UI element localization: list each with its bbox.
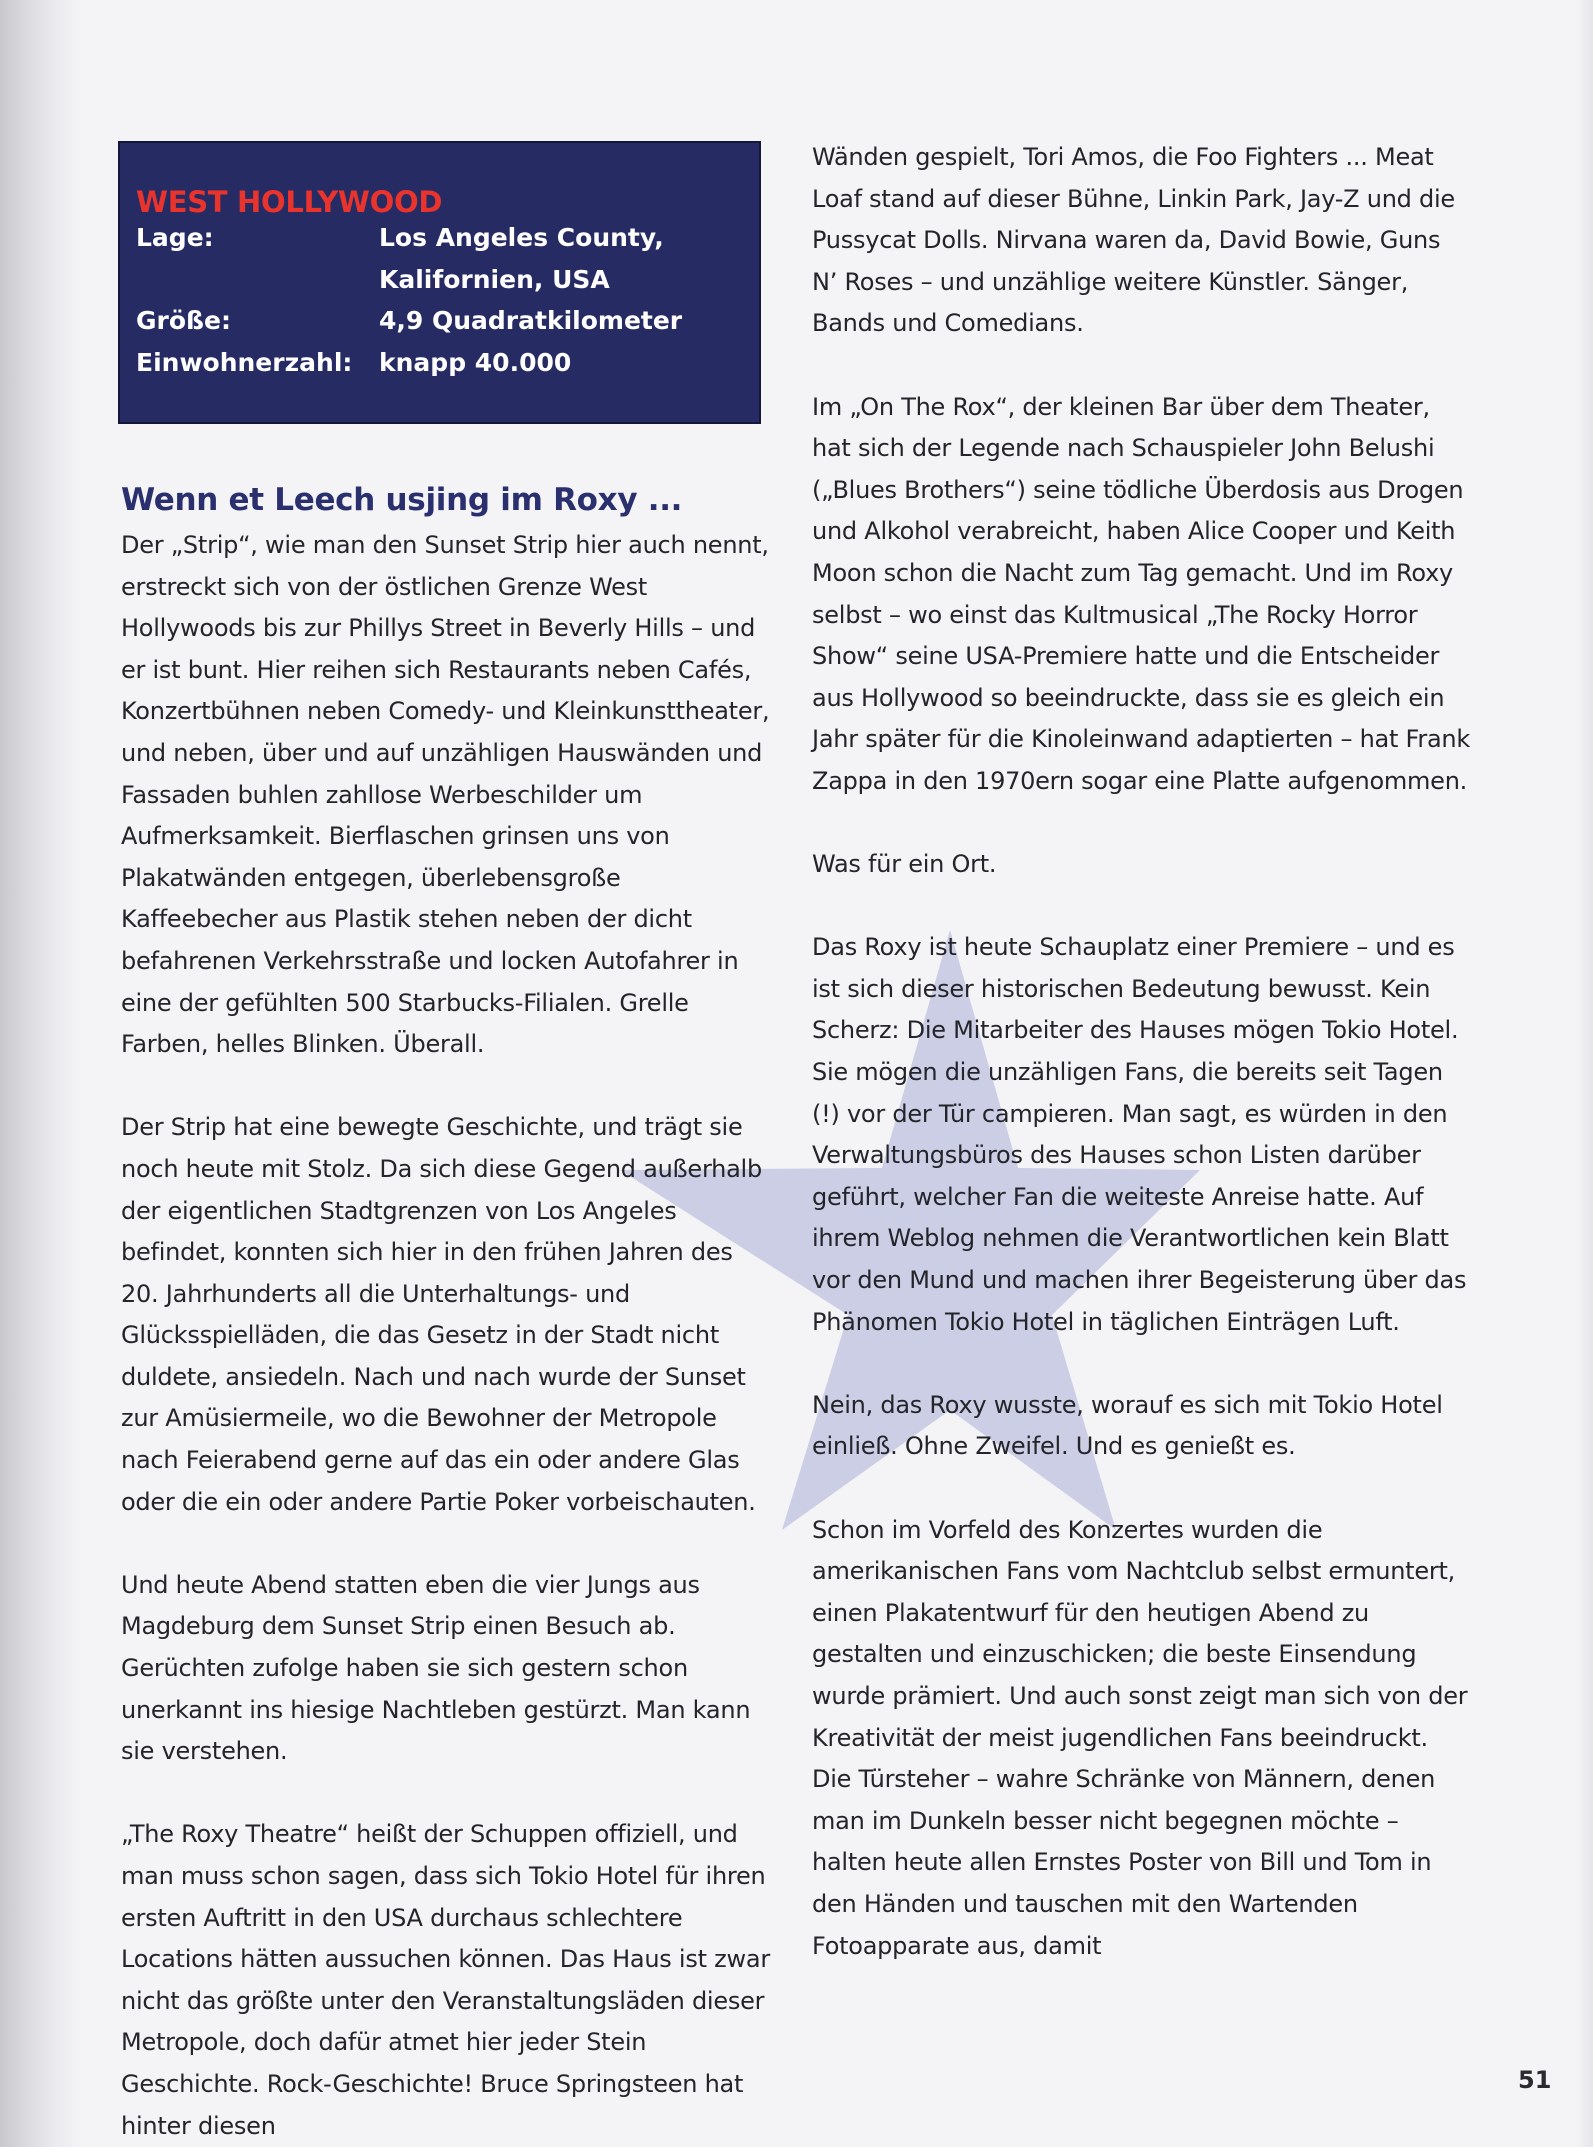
fact-box-title: WEST HOLLYWOOD <box>136 185 443 219</box>
fact-label: Einwohnerzahl: <box>136 347 353 377</box>
page-number: 51 <box>1518 2066 1552 2094</box>
fact-value: Kalifornien, USA <box>379 264 610 294</box>
fact-label <box>136 265 379 307</box>
fact-label: Größe: <box>136 306 231 335</box>
page-edge <box>1577 0 1593 2147</box>
paragraph: Und heute Abend statten eben die vier Jungs aus Magdeburg dem Sunset Strip einen Besuch ab. Gerüchten zufolge haben sie sich gestern schon unerkannt ins hiesige Nachtleben gestürzt. Man kann sie verstehen. <box>121 1570 751 1766</box>
fact-table <box>136 223 682 389</box>
fact-box <box>118 141 761 424</box>
fact-row <box>136 223 682 265</box>
paragraph: Der „Strip“, wie man den Sunset Strip hier auch nennt, erstreckt sich von der östlichen Grenze West Hollywoods bis zur Phillys Street in Beverly Hills – und er ist bunt. Hier reihen sich Restaurants neben Cafés, Konzertbühnen neben Comedy- und Kleinkunsttheater, und neben, über und auf unzähligen Hauswänden und Fassaden buhlen zahllose Werbeschilder um Aufmerksamkeit. Bierflaschen grinsen uns von Plakatwänden entgegen, überlebensgroße Kaffeebecher aus Plastik stehen neben der dicht befahrenen Verkehrsstraße und locken Autofahrer in eine der gefühlten 500 Starbucks-Filialen. Grelle Farben, helles Blinken. Überall. <box>121 531 770 1059</box>
paragraph: „The Roxy Theatre“ heißt der Schuppen offiziell, und man muss schon sagen, dass sich Tokio Hotel für ihren ersten Auftritt in den USA durchaus schlechtere Locations hätten aussuchen können. Das Haus ist zwar nicht das größte unter den Veranstaltungsläden dieser Metropole, doch dafür atmet hier jeder Stein Geschichte. Rock-Geschichte! Bruce Springsteen hat hinter diesen <box>121 1820 770 2140</box>
page-gutter-shadow <box>0 0 80 2147</box>
article-heading: Wenn et Leech usjing im Roxy ... <box>121 482 683 518</box>
paragraph: Wänden gespielt, Tori Amos, die Foo Fighters ... Meat Loaf stand auf dieser Bühne, Linkin Park, Jay-Z und die Pussycat Dolls. Nirvana waren da, David Bowie, Guns N’ Roses – und unzählige weitere Künstler. Sänger, Bands und Comedians. <box>812 143 1455 338</box>
fact-row <box>136 348 682 390</box>
paragraph: Schon im Vorfeld des Konzertes wurden die amerikanischen Fans vom Nachtclub selbst ermuntert, einen Plakatentwurf für den heutigen Abend zu gestalten und einzuschicken; die beste Einsendung wurde prämiert. Und auch sonst zeigt man sich von der Kreativität der meist jugendlichen Fans beeindruckt. Die Türsteher – wahre Schränke von Männern, denen man im Dunkeln besser nicht begegnen möchte – halten heute allen Ernstes Poster von Bill und Tom in den Händen und tauschen mit den Wartenden Fotoapparate aus, damit <box>812 1515 1468 1960</box>
article-column-right <box>812 137 1472 1967</box>
paragraph: Was für ein Ort. <box>812 850 997 879</box>
fact-value: knapp 40.000 <box>379 347 572 377</box>
paragraph: Im „On The Rox“, der kleinen Bar über dem Theater, hat sich der Legende nach Schauspieler John Belushi („Blues Brothers“) seine tödliche Überdosis aus Drogen und Alkohol verabreicht, haben Alice Cooper und Keith Moon schon die Nacht zum Tag gemacht. Und im Roxy selbst – wo einst das Kultmusical „The Rocky Horror Show“ seine USA-Premiere hatte und die Entscheider aus Hollywood so beeindruckte, dass sie es gleich ein Jahr später für die Kinoleinwand adaptierten – hat Frank Zappa in den 1970ern sogar eine Platte aufgenommen. <box>812 392 1471 795</box>
fact-row <box>136 265 682 307</box>
paragraph: Der Strip hat eine bewegte Geschichte, und trägt sie noch heute mit Stolz. Da sich diese Gegend außerhalb der eigentlichen Stadtgrenzen von Los Angeles befindet, konnten sich hier in den frühen Jahren des 20. Jahrhunderts all die Unterhaltungs- und Glücksspielläden, die das Gesetz in der Stadt nicht duldete, ansiedeln. Nach und nach wurde der Sunset zur Amüsiermeile, wo die Bewohner der Metropole nach Feierabend gerne auf das ein oder andere Glas oder die ein oder andere Partie Poker vorbeischauten. <box>121 1113 762 1516</box>
fact-value: Los Angeles County, <box>379 223 664 252</box>
fact-value: 4,9 Quadratkilometer <box>379 306 683 335</box>
fact-row <box>136 306 682 348</box>
fact-label: Lage: <box>136 223 214 252</box>
paragraph: Das Roxy ist heute Schauplatz einer Premiere – und es ist sich dieser historischen Bedeutung bewusst. Kein Scherz: Die Mitarbeiter des Hauses mögen Tokio Hotel. Sie mögen die unzähligen Fans, die bereits seit Tagen (!) vor der Tür campieren. Man sagt, es würden in den Verwaltungsbüros des Hauses schon Listen darüber geführt, welcher Fan die weiteste Anreise hatte. Auf ihrem Weblog nehmen die Verantwortlichen kein Blatt vor den Mund und machen ihrer Begeisterung über das Phänomen Tokio Hotel in täglichen Einträgen Luft. <box>812 933 1467 1336</box>
paragraph: Nein, das Roxy wusste, worauf es sich mit Tokio Hotel einließ. Ohne Zweifel. Und es genießt es. <box>812 1390 1443 1461</box>
article-column-left <box>121 475 771 2147</box>
